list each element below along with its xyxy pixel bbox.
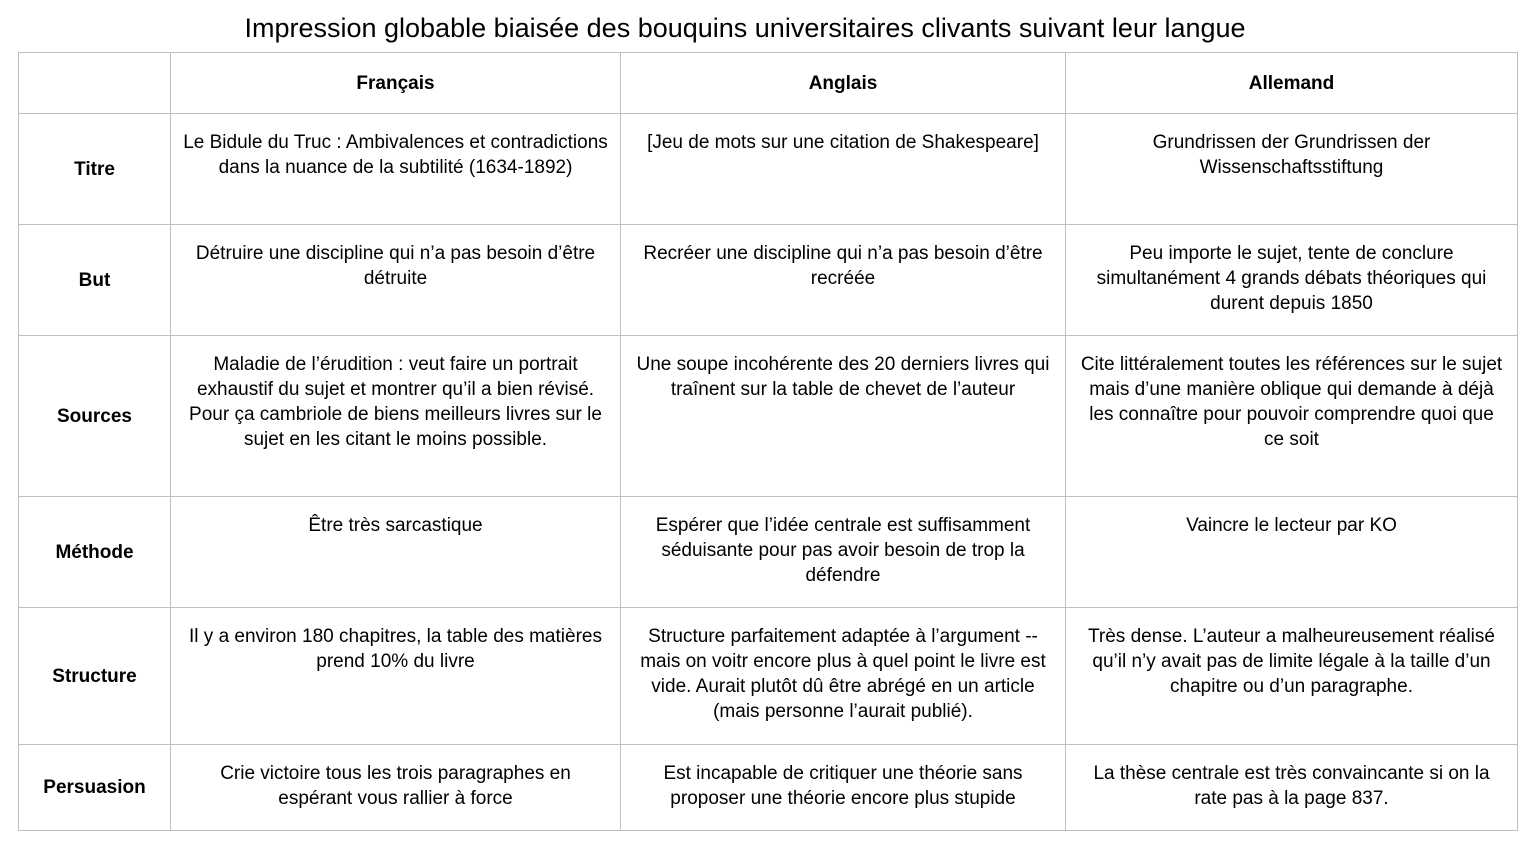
column-header-anglais: Anglais xyxy=(621,53,1066,114)
cell-anglais: Recréer une discipline qui n’a pas besoin d’être recréée xyxy=(621,225,1066,336)
row-label-methode: Méthode xyxy=(19,497,171,608)
cell-francais: Détruire une discipline qui n’a pas besoin d’être détruite xyxy=(171,225,621,336)
page-title: Impression globable biaisée des bouquins universitaires clivants suivant leur langue xyxy=(244,13,1246,43)
cell-francais: Le Bidule du Truc : Ambivalences et contradictions dans la nuance de la subtilité (1634-1892) xyxy=(171,114,621,225)
column-header-empty xyxy=(19,53,171,114)
row-label-titre: Titre xyxy=(19,114,171,225)
table-row xyxy=(19,497,1518,608)
cell-francais: Être très sarcastique xyxy=(171,497,621,608)
column-header-allemand: Allemand xyxy=(1066,53,1518,114)
cell-francais: Maladie de l’érudition : veut faire un portrait exhaustif du sujet et montrer qu’il a bien révisé. Pour ça cambriole de biens meilleurs livres sur le sujet en les citant le moins possible. xyxy=(171,336,621,497)
cell-allemand: La thèse centrale est très convaincante si on la rate pas à la page 837. xyxy=(1066,745,1518,831)
cell-allemand: Grundrissen der Grundrissen der Wissenschaftsstiftung xyxy=(1066,114,1518,225)
cell-anglais: Espérer que l’idée centrale est suffisamment séduisante pour pas avoir besoin de trop la défendre xyxy=(621,497,1066,608)
table-row xyxy=(19,745,1518,831)
row-label-structure: Structure xyxy=(19,608,171,745)
cell-allemand: Vaincre le lecteur par KO xyxy=(1066,497,1518,608)
cell-allemand: Très dense. L’auteur a malheureusement réalisé qu’il n’y avait pas de limite légale à la taille d’un chapitre ou d’un paragraphe. xyxy=(1066,608,1518,745)
row-label-but: But xyxy=(19,225,171,336)
table-row xyxy=(19,225,1518,336)
row-label-persuasion: Persuasion xyxy=(19,745,171,831)
table-header-row xyxy=(19,53,1518,114)
cell-francais: Il y a environ 180 chapitres, la table des matières prend 10% du livre xyxy=(171,608,621,745)
cell-anglais: Est incapable de critiquer une théorie sans proposer une théorie encore plus stupide xyxy=(621,745,1066,831)
table-row xyxy=(19,608,1518,745)
cell-anglais: Une soupe incohérente des 20 derniers livres qui traînent sur la table de chevet de l’auteur xyxy=(621,336,1066,497)
column-header-francais: Français xyxy=(171,53,621,114)
comparison-table xyxy=(18,52,1518,831)
cell-allemand: Cite littéralement toutes les références sur le sujet mais d’une manière oblique qui demande à déjà les connaître pour pouvoir comprendre quoi que ce soit xyxy=(1066,336,1518,497)
cell-allemand: Peu importe le sujet, tente de conclure simultanément 4 grands débats théoriques qui durent depuis 1850 xyxy=(1066,225,1518,336)
table-row xyxy=(19,114,1518,225)
cell-anglais: [Jeu de mots sur une citation de Shakespeare] xyxy=(621,114,1066,225)
row-label-sources: Sources xyxy=(19,336,171,497)
cell-anglais: Structure parfaitement adaptée à l’argument -- mais on voitr encore plus à quel point le livre est vide. Aurait plutôt dû être abrégé en un article (mais personne l’aurait publié). xyxy=(621,608,1066,745)
cell-francais: Crie victoire tous les trois paragraphes en espérant vous rallier à force xyxy=(171,745,621,831)
table-row xyxy=(19,336,1518,497)
